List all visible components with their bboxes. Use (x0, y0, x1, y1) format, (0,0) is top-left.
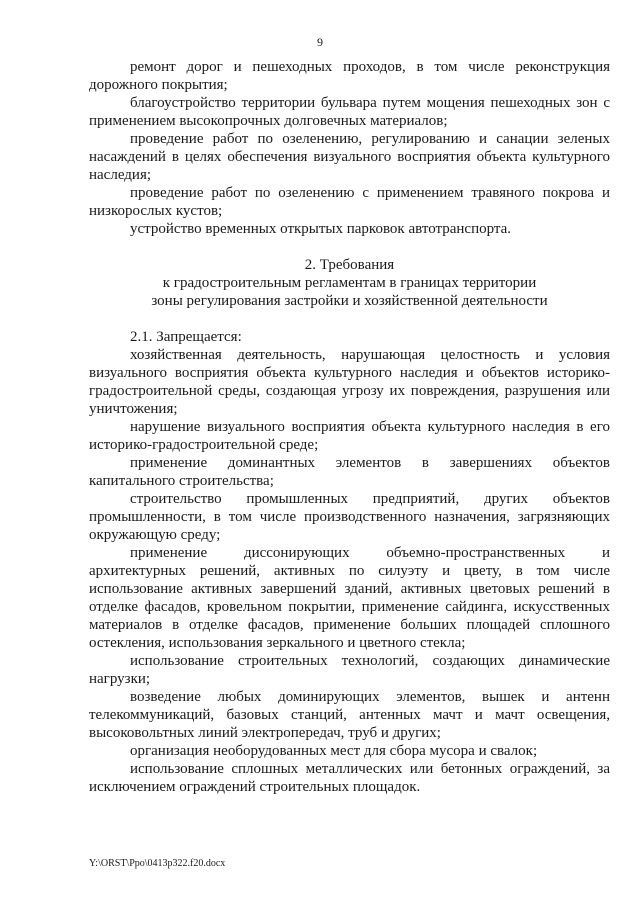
section-subtitle-line-1: к градостроительным регламентам в границах территории (162, 275, 537, 291)
footer-file-path: Y:\ORST\Ppo\0413p322.f20.docx (89, 858, 226, 869)
paragraph: возведение любых доминирующих элементов, вышек и антенн телекоммуникаций, базовых станций, антенных мачт и мачт освещения, высоковольтных линий электропередач, труб и других; (89, 689, 610, 741)
paragraph: проведение работ по озеленению, регулированию и санации зеленых насаждений в целях обеспечения визуального восприятия объекта культурного наследия; (89, 131, 610, 183)
paragraph: строительство промышленных предприятий, других объектов промышленности, в том числе производственного назначения, загрязняющих окружающую среду; (89, 491, 610, 543)
clause-title: 2.1. Запрещается: (130, 329, 242, 345)
prohibited-list (89, 346, 610, 796)
paragraph: нарушение визуального восприятия объекта культурного наследия в его историко-градостроительной среде; (89, 419, 610, 453)
paragraph: использование строительных технологий, создающих динамические нагрузки; (89, 653, 610, 687)
section-subtitle-line-2: зоны регулирования застройки и хозяйственной деятельности (151, 293, 548, 309)
page-number: 9 (317, 35, 323, 49)
paragraph: проведение работ по озеленению с применением травяного покрова и низкорослых кустов; (89, 185, 610, 219)
paragraph: хозяйственная деятельность, нарушающая целостность и условия визуального восприятия объекта культурного наследия и объектов историко-градостроительной среды, создающая угрозу их повреждения, разрушения или уничтожения; (89, 347, 610, 417)
paragraph: применение доминантных элементов в завершениях объектов капитального строительства; (89, 455, 610, 489)
paragraph: ремонт дорог и пешеходных проходов, в том числе реконструкция дорожного покрытия; (89, 59, 610, 93)
paragraph: организация необорудованных мест для сбора мусора и свалок; (130, 743, 538, 759)
paragraph: применение диссонирующих объемно-пространственных и архитектурных решений, активных по силуэту и цвету, в том числе использование активных завершений зданий, активных цветовых решений в отделке фасадов, кровельном покрытии, применение сайдинга, искусственных материалов в отделке фасадов, применение больших площадей сплошного остекления, использования зеркального и цветного стекла; (89, 545, 610, 651)
section-title: 2. Требования (304, 257, 395, 273)
paragraph: устройство временных открытых парковок автотранспорта. (130, 221, 512, 237)
paragraph: использование сплошных металлических или бетонных ограждений, за исключением ограждений строительных площадок. (89, 761, 610, 795)
document-body (89, 58, 610, 796)
section-heading (89, 256, 610, 310)
paragraph: благоустройство территории бульвара путем мощения пешеходных зон с применением высокопрочных долговечных материалов; (89, 95, 610, 129)
intro-list (89, 58, 610, 238)
